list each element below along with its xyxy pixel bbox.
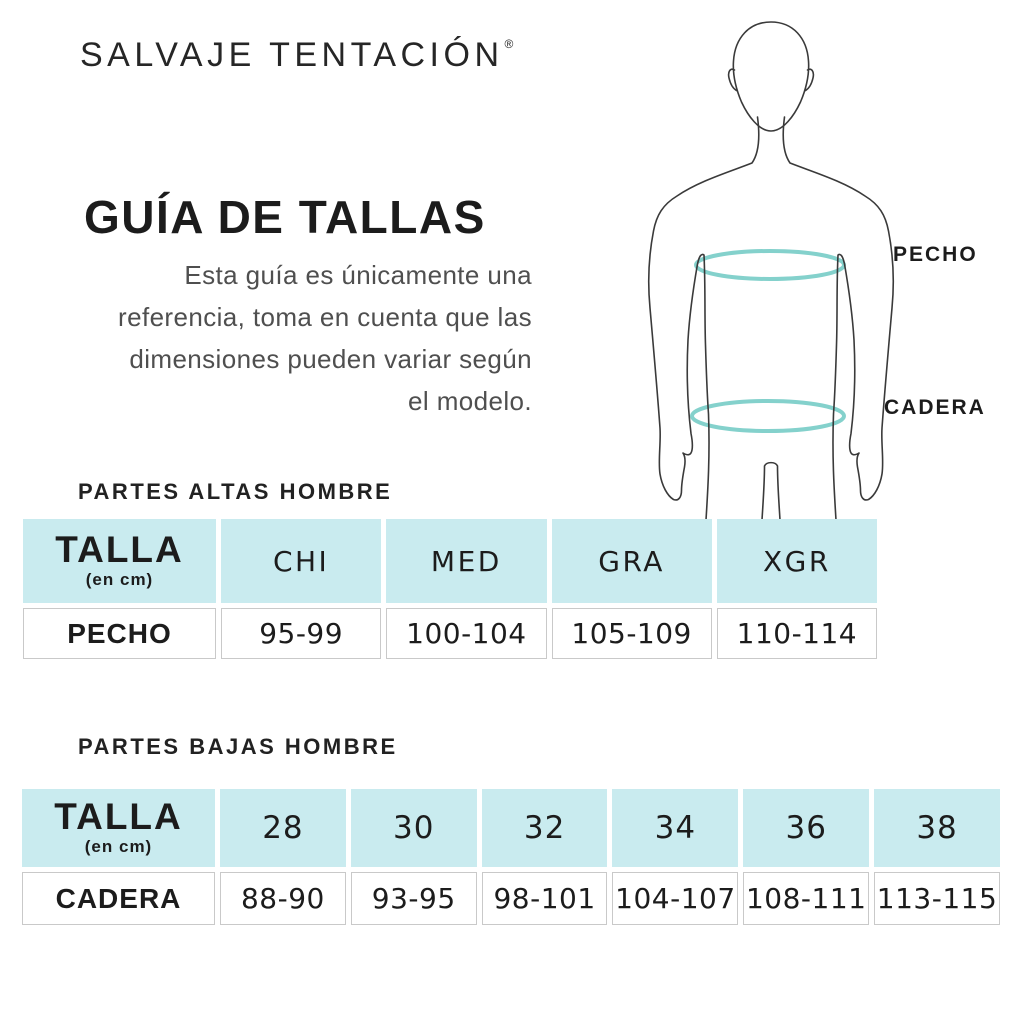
value-cell xyxy=(552,608,712,659)
hip-band-ellipse xyxy=(692,401,844,431)
row-label: PECHO xyxy=(67,617,172,649)
value-cell xyxy=(386,608,546,659)
tops-header-row xyxy=(23,519,877,603)
tops-measure-row xyxy=(23,608,877,659)
size-label: CHI xyxy=(272,544,330,578)
value-cell xyxy=(221,608,381,659)
body-left-outline xyxy=(649,117,759,520)
intro-line: el modelo. xyxy=(408,386,532,416)
hip-measure-label: CADERA xyxy=(884,396,986,419)
value-cell xyxy=(717,608,877,659)
unit-label: (en cm) xyxy=(84,837,153,856)
value-cell xyxy=(482,872,608,925)
body-right-outline xyxy=(783,117,893,520)
value-cell xyxy=(874,872,1000,925)
value-cell xyxy=(743,872,869,925)
talla-label: TALLA xyxy=(55,529,184,570)
chest-measure-label: PECHO xyxy=(893,243,978,266)
size-label: 34 xyxy=(654,810,697,846)
size-label: 30 xyxy=(393,810,435,846)
page-title: GUÍA DE TALLAS xyxy=(84,191,486,243)
bottoms-size-header-cell xyxy=(482,789,608,867)
chest-band-ellipse xyxy=(696,251,844,279)
row-label-cell xyxy=(22,872,215,925)
inner-legs-outline xyxy=(762,463,780,520)
unit-label: (en cm) xyxy=(85,570,154,589)
range-value: 100-104 xyxy=(406,617,527,650)
size-label: MED xyxy=(430,544,502,578)
row-label: CADERA xyxy=(55,882,182,914)
row-label-cell xyxy=(23,608,216,659)
brand-logo xyxy=(80,36,513,75)
bottoms-measure-row xyxy=(22,872,1000,925)
size-label: 36 xyxy=(785,810,827,846)
value-cell xyxy=(612,872,738,925)
size-label: XGR xyxy=(762,544,831,578)
bottoms-size-header-cell xyxy=(743,789,869,867)
section-title-tops: PARTES ALTAS HOMBRE xyxy=(78,479,393,504)
tops-size-header-cell xyxy=(717,519,877,603)
tops-size-header-cell xyxy=(386,519,546,603)
bottoms-talla-header-cell xyxy=(22,789,215,867)
range-value: 110-114 xyxy=(736,617,858,650)
range-value: 98-101 xyxy=(493,882,596,915)
talla-label: TALLA xyxy=(54,796,183,837)
range-value: 88-90 xyxy=(240,882,325,915)
range-value: 108-111 xyxy=(745,882,867,915)
bottoms-header-row xyxy=(22,789,1000,867)
size-label: 28 xyxy=(262,810,304,846)
range-value: 95-99 xyxy=(259,617,344,650)
head-outline xyxy=(733,22,808,131)
range-value: 104-107 xyxy=(615,882,736,915)
range-value: 93-95 xyxy=(371,882,456,915)
tops-size-header-cell xyxy=(221,519,381,603)
intro-paragraph xyxy=(20,254,532,422)
tops-size-header-cell xyxy=(552,519,712,603)
bottoms-size-header-cell xyxy=(351,789,477,867)
body-measurement-figure xyxy=(610,14,910,522)
range-value: 113-115 xyxy=(876,882,998,915)
brand-name: SALVAJE TENTACIÓN xyxy=(80,36,504,74)
section-title-bottoms: PARTES BAJAS HOMBRE xyxy=(78,734,398,759)
value-cell xyxy=(220,872,346,925)
size-label: 32 xyxy=(523,810,566,846)
bottoms-size-header-cell xyxy=(874,789,1000,867)
intro-line: referencia, toma en cuenta que las xyxy=(118,302,532,332)
registered-trademark: ® xyxy=(504,37,514,51)
bottoms-size-table xyxy=(22,789,1000,925)
bottoms-size-header-cell xyxy=(220,789,346,867)
bottoms-size-header-cell xyxy=(612,789,738,867)
tops-size-table xyxy=(23,519,877,659)
intro-line: Esta guía es únicamente una xyxy=(184,260,532,290)
intro-line: dimensiones pueden variar según xyxy=(129,344,532,374)
value-cell xyxy=(351,872,477,925)
size-label: 38 xyxy=(916,810,958,846)
range-value: 105-109 xyxy=(571,617,692,650)
size-label: GRA xyxy=(598,544,665,578)
tops-talla-header-cell xyxy=(23,519,216,603)
